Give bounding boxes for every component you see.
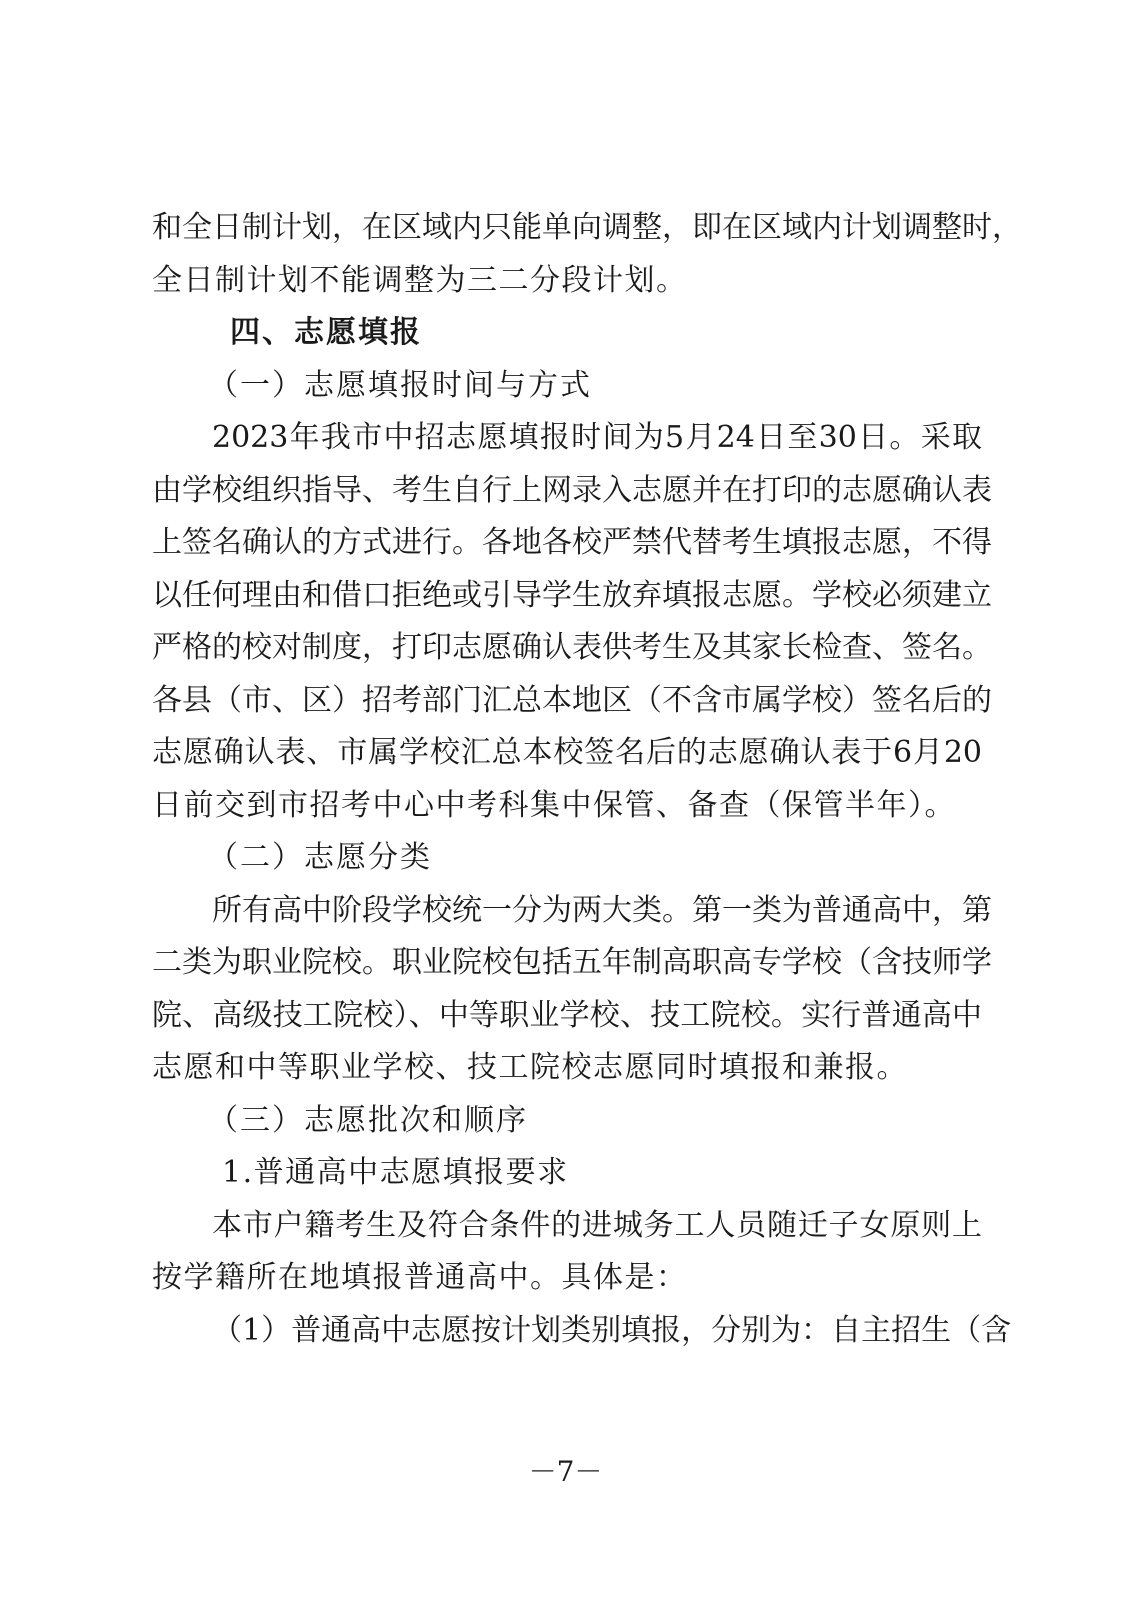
paragraph-line: 二类为职业院校。职业院校包括五年制高职高专学校（含技师学: [152, 945, 992, 980]
paragraph-line: 日前交到市招考中心中考科集中保管、备查（保管半年）。: [152, 788, 956, 823]
item-heading: 1.普通高中志愿填报要求: [222, 1155, 569, 1190]
subsection-heading: （二）志愿分类: [208, 840, 432, 875]
paragraph-line: 和全日制计划，在区域内只能单向调整，即在区域内计划调整时，: [152, 210, 1022, 245]
paragraph-line: 2023年我市中招志愿填报时间为5月24日至30日。采取: [212, 420, 982, 455]
page-number: －7－: [528, 1455, 603, 1488]
paragraph-line: 院、高级技工院校）、中等职业学校、技工院校。实行普通高中: [152, 998, 982, 1033]
paragraph-line: 全日制计划不能调整为三二分段计划。: [152, 263, 688, 298]
paragraph-line: 各县（市、区）招考部门汇总本地区（不含市属学校）签名后的: [152, 683, 992, 718]
paragraph-line: 志愿和中等职业学校、技工院校志愿同时填报和兼报。: [152, 1050, 908, 1085]
paragraph-line: 本市户籍考生及符合条件的进城务工人员随迁子女原则上: [212, 1208, 982, 1243]
paragraph-line: 所有高中阶段学校统一分为两大类。第一类为普通高中，第: [212, 893, 992, 928]
paragraph-line: 由学校组织指导、考生自行上网录入志愿并在打印的志愿确认表: [152, 473, 992, 508]
section-heading: 四、志愿填报: [230, 315, 422, 350]
paragraph-line: 上签名确认的方式进行。各地各校严禁代替考生填报志愿，不得: [152, 525, 992, 560]
paragraph-line: 严格的校对制度，打印志愿确认表供考生及其家长检查、签名。: [152, 630, 992, 665]
paragraph-line: （1）普通高中志愿按计划类别填报，分别为：自主招生（含: [212, 1313, 1012, 1348]
subsection-heading: （一）志愿填报时间与方式: [208, 368, 592, 403]
subsection-heading: （三）志愿批次和顺序: [208, 1103, 528, 1138]
paragraph-line: 以任何理由和借口拒绝或引导学生放弃填报志愿。学校必须建立: [152, 578, 992, 613]
paragraph-line: 按学籍所在地填报普通高中。具体是：: [152, 1260, 688, 1295]
paragraph-line: 志愿确认表、市属学校汇总本校签名后的志愿确认表于6月20: [152, 735, 982, 770]
